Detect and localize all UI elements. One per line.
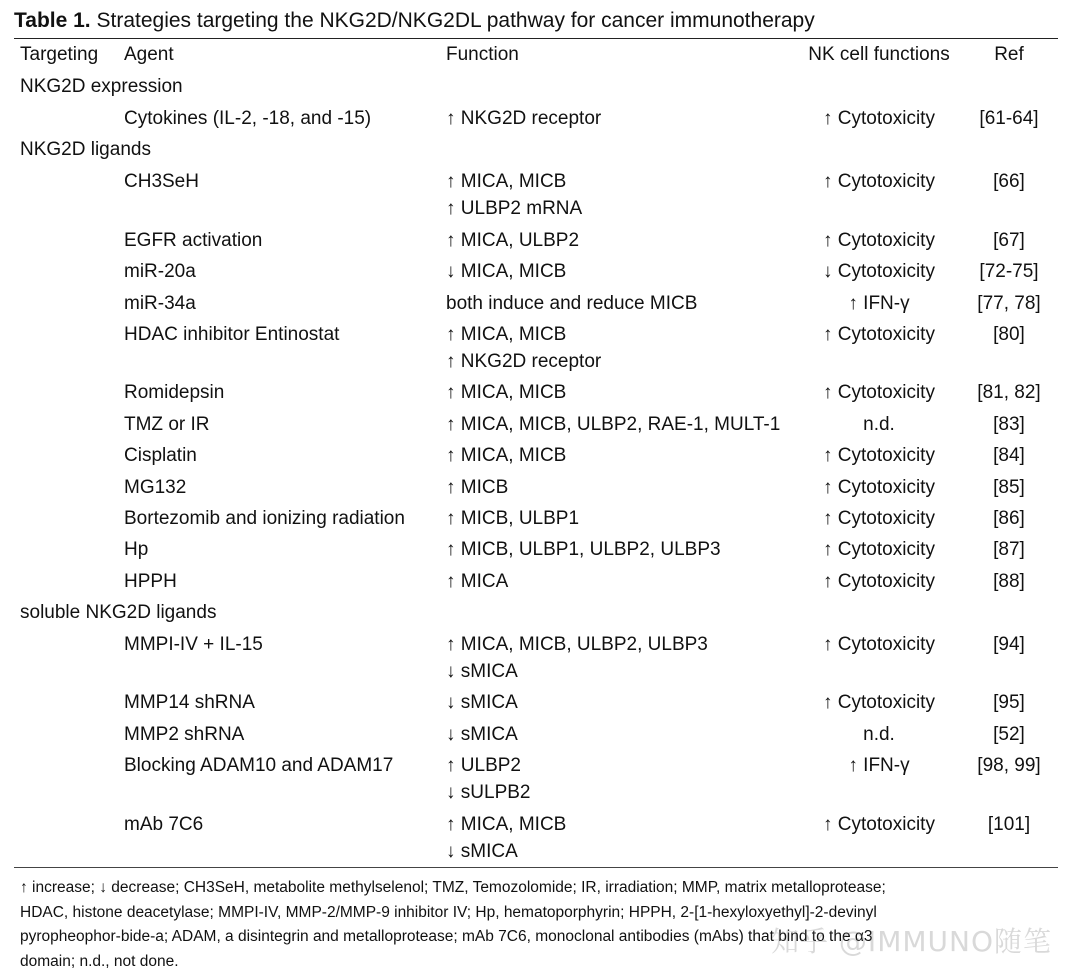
targeting-cell xyxy=(14,377,124,408)
targeting-cell xyxy=(14,225,124,256)
table-caption-text: Strategies targeting the NKG2D/NKG2DL pathway for cancer immunotherapy xyxy=(96,9,815,32)
nk-function-cell: ↑ Cytotoxicity xyxy=(823,634,935,656)
group-label: soluble NKG2D ligands xyxy=(20,602,217,624)
ref-cell: [85] xyxy=(993,476,1025,498)
header-nk-cell-functions: NK cell functions xyxy=(808,44,950,65)
table-row xyxy=(14,377,1058,408)
function-cell xyxy=(446,687,798,718)
targeting-cell xyxy=(14,809,124,867)
targeting-cell xyxy=(14,534,124,565)
targeting-cell xyxy=(14,750,124,808)
agent-cell: Blocking ADAM10 and ADAM17 xyxy=(124,755,394,777)
header-targeting: Targeting xyxy=(20,44,99,65)
agent-cell: CH3SeH xyxy=(124,171,199,193)
function-cell xyxy=(446,629,798,687)
agent-cell: MMP14 shRNA xyxy=(124,692,255,714)
header-ref: Ref xyxy=(994,44,1024,65)
function-line: ↓ sULPB2 xyxy=(446,782,531,804)
function-line: ↓ sMICA xyxy=(446,692,518,714)
function-line: ↑ ULBP2 xyxy=(446,755,521,777)
table-row xyxy=(14,503,1058,534)
function-cell xyxy=(446,256,798,287)
agent-cell: Hp xyxy=(124,539,149,561)
nk-function-cell: ↑ Cytotoxicity xyxy=(823,692,935,714)
function-line: ↑ MICB, ULBP1 xyxy=(446,507,580,529)
function-line: ↑ MICB, ULBP1, ULBP2, ULBP3 xyxy=(446,539,721,561)
function-line: ↑ MICA, MICB xyxy=(446,171,567,193)
function-cell xyxy=(446,750,798,808)
table-row xyxy=(14,472,1058,503)
agent-cell: Romidepsin xyxy=(124,382,225,404)
function-line: ↑ MICA, MICB xyxy=(446,382,567,404)
group-row xyxy=(14,71,1058,103)
ref-cell: [87] xyxy=(993,539,1025,561)
function-cell xyxy=(446,409,798,440)
ref-cell: [98, 99] xyxy=(977,755,1041,777)
function-cell xyxy=(446,809,798,867)
table-body xyxy=(14,71,1058,867)
agent-cell: mAb 7C6 xyxy=(124,813,204,835)
function-line: ↓ MICA, MICB xyxy=(446,261,567,283)
targeting-cell xyxy=(14,472,124,503)
targeting-cell xyxy=(14,566,124,597)
function-cell xyxy=(446,377,798,408)
table-caption xyxy=(14,6,1058,38)
ref-cell: [95] xyxy=(993,692,1025,714)
targeting-cell xyxy=(14,503,124,534)
function-cell xyxy=(446,288,798,319)
ref-cell: [81, 82] xyxy=(977,382,1041,404)
table-row xyxy=(14,566,1058,597)
footnote-line: pyropheophor-bide-a; ADAM, a disintegrin and metalloprotease; mAb 7C6, monoclonal antibodies (mAbs) that bind to the α3 xyxy=(20,928,873,946)
nk-function-cell: n.d. xyxy=(863,723,895,745)
ref-cell: [84] xyxy=(993,445,1025,467)
table-row xyxy=(14,256,1058,287)
agent-cell: miR-20a xyxy=(124,261,196,283)
function-line: ↑ MICA, MICB xyxy=(446,445,567,467)
footnote-line: ↑ increase; ↓ decrease; CH3SeH, metabolite methylselenol; TMZ, Temozolomide; IR, irradiation; MMP, matrix metalloprotease; xyxy=(20,879,886,897)
ref-cell: [83] xyxy=(993,413,1025,435)
group-label: NKG2D ligands xyxy=(20,139,151,161)
agent-cell: HPPH xyxy=(124,570,177,592)
ref-cell: [61-64] xyxy=(979,108,1039,129)
agent-cell: MG132 xyxy=(124,476,187,498)
header-agent: Agent xyxy=(124,44,174,65)
ref-cell: [101] xyxy=(987,813,1031,835)
ref-cell: [67] xyxy=(993,229,1025,251)
nk-function-cell: ↑ Cytotoxicity xyxy=(823,507,935,529)
nk-function-cell: ↑ IFN-γ xyxy=(848,292,910,314)
group-label: NKG2D expression xyxy=(20,76,183,97)
function-line: ↑ MICA, MICB xyxy=(446,813,567,835)
function-cell xyxy=(446,103,798,134)
targeting-cell xyxy=(14,319,124,377)
function-cell xyxy=(446,319,798,377)
function-line: ↑ NKG2D receptor xyxy=(446,108,602,129)
nk-function-cell: ↑ Cytotoxicity xyxy=(823,570,935,592)
targeting-cell xyxy=(14,256,124,287)
ref-cell: [86] xyxy=(993,507,1025,529)
nk-function-cell: ↑ Cytotoxicity xyxy=(823,171,935,193)
group-row xyxy=(14,134,1058,166)
table-row xyxy=(14,440,1058,471)
nk-function-cell: n.d. xyxy=(863,413,895,435)
strategies-table xyxy=(14,39,1058,867)
table-row xyxy=(14,629,1058,687)
nk-function-cell: ↑ Cytotoxicity xyxy=(823,108,935,129)
header-row xyxy=(14,39,1058,71)
agent-cell: HDAC inhibitor Entinostat xyxy=(124,323,340,345)
table-row xyxy=(14,103,1058,134)
ref-cell: [66] xyxy=(993,171,1025,193)
function-cell xyxy=(446,503,798,534)
group-row xyxy=(14,597,1058,629)
ref-cell: [72-75] xyxy=(979,261,1039,283)
targeting-cell xyxy=(14,687,124,718)
table-row xyxy=(14,288,1058,319)
function-line: ↑ MICA xyxy=(446,570,509,592)
agent-cell: EGFR activation xyxy=(124,229,263,251)
footnote-line: HDAC, histone deacetylase; MMPI-IV, MMP-2/MMP-9 inhibitor IV; Hp, hematoporphyrin; HPPH, 2-[1-hexyloxyethyl]-2-devinyl xyxy=(20,903,877,921)
agent-cell: TMZ or IR xyxy=(124,413,210,435)
table-row xyxy=(14,534,1058,565)
function-cell xyxy=(446,166,798,224)
function-line: ↑ ULBP2 mRNA xyxy=(446,198,583,220)
ref-cell: [94] xyxy=(993,634,1025,656)
table-row xyxy=(14,319,1058,377)
agent-cell: Cytokines (IL-2, -18, and -15) xyxy=(124,108,372,129)
agent-cell: MMP2 shRNA xyxy=(124,723,245,745)
table-caption-label: Table 1. xyxy=(14,9,91,32)
function-line: ↑ MICA, ULBP2 xyxy=(446,229,580,251)
targeting-cell xyxy=(14,103,124,134)
function-line: ↑ MICA, MICB xyxy=(446,323,567,345)
targeting-cell xyxy=(14,166,124,224)
table-row xyxy=(14,687,1058,718)
table-row xyxy=(14,750,1058,808)
nk-function-cell: ↑ Cytotoxicity xyxy=(823,229,935,251)
agent-cell: MMPI-IV + IL-15 xyxy=(124,634,263,656)
targeting-cell xyxy=(14,440,124,471)
function-cell xyxy=(446,440,798,471)
function-cell xyxy=(446,472,798,503)
table-row xyxy=(14,225,1058,256)
nk-function-cell: ↑ Cytotoxicity xyxy=(823,323,935,345)
nk-function-cell: ↓ Cytotoxicity xyxy=(823,261,935,283)
ref-cell: [77, 78] xyxy=(977,292,1041,314)
nk-function-cell: ↑ Cytotoxicity xyxy=(823,539,935,561)
agent-cell: Cisplatin xyxy=(124,445,197,467)
header-function: Function xyxy=(446,44,519,65)
function-cell xyxy=(446,566,798,597)
table-row xyxy=(14,409,1058,440)
nk-function-cell: ↑ Cytotoxicity xyxy=(823,445,935,467)
targeting-cell xyxy=(14,629,124,687)
nk-function-cell: ↑ IFN-γ xyxy=(848,755,910,777)
table-figure xyxy=(14,6,1058,974)
function-line: ↓ sMICA xyxy=(446,840,518,862)
nk-function-cell: ↑ Cytotoxicity xyxy=(823,813,935,835)
ref-cell: [88] xyxy=(993,570,1025,592)
agent-cell: Bortezomib and ionizing radiation xyxy=(124,507,405,529)
function-line: ↑ MICA, MICB, ULBP2, ULBP3 xyxy=(446,634,708,656)
function-line: ↑ MICB xyxy=(446,476,509,498)
function-line: ↑ MICA, MICB, ULBP2, RAE-1, MULT-1 xyxy=(446,413,781,435)
watermark: 知乎 @IMMUNO随笔 xyxy=(771,925,1052,958)
function-cell xyxy=(446,225,798,256)
ref-cell: [80] xyxy=(993,323,1025,345)
targeting-cell xyxy=(14,409,124,440)
function-line: ↑ NKG2D receptor xyxy=(446,350,602,372)
function-line: both induce and reduce MICB xyxy=(446,292,698,314)
nk-function-cell: ↑ Cytotoxicity xyxy=(823,476,935,498)
function-cell xyxy=(446,534,798,565)
table-row xyxy=(14,809,1058,867)
agent-cell: miR-34a xyxy=(124,292,196,314)
table-row xyxy=(14,719,1058,750)
nk-function-cell: ↑ Cytotoxicity xyxy=(823,382,935,404)
ref-cell: [52] xyxy=(993,723,1025,745)
function-cell xyxy=(446,719,798,750)
table-row xyxy=(14,166,1058,224)
function-line: ↓ sMICA xyxy=(446,723,518,745)
targeting-cell xyxy=(14,719,124,750)
function-line: ↓ sMICA xyxy=(446,661,518,683)
targeting-cell xyxy=(14,288,124,319)
footnote-line: domain; n.d., not done. xyxy=(20,952,179,970)
